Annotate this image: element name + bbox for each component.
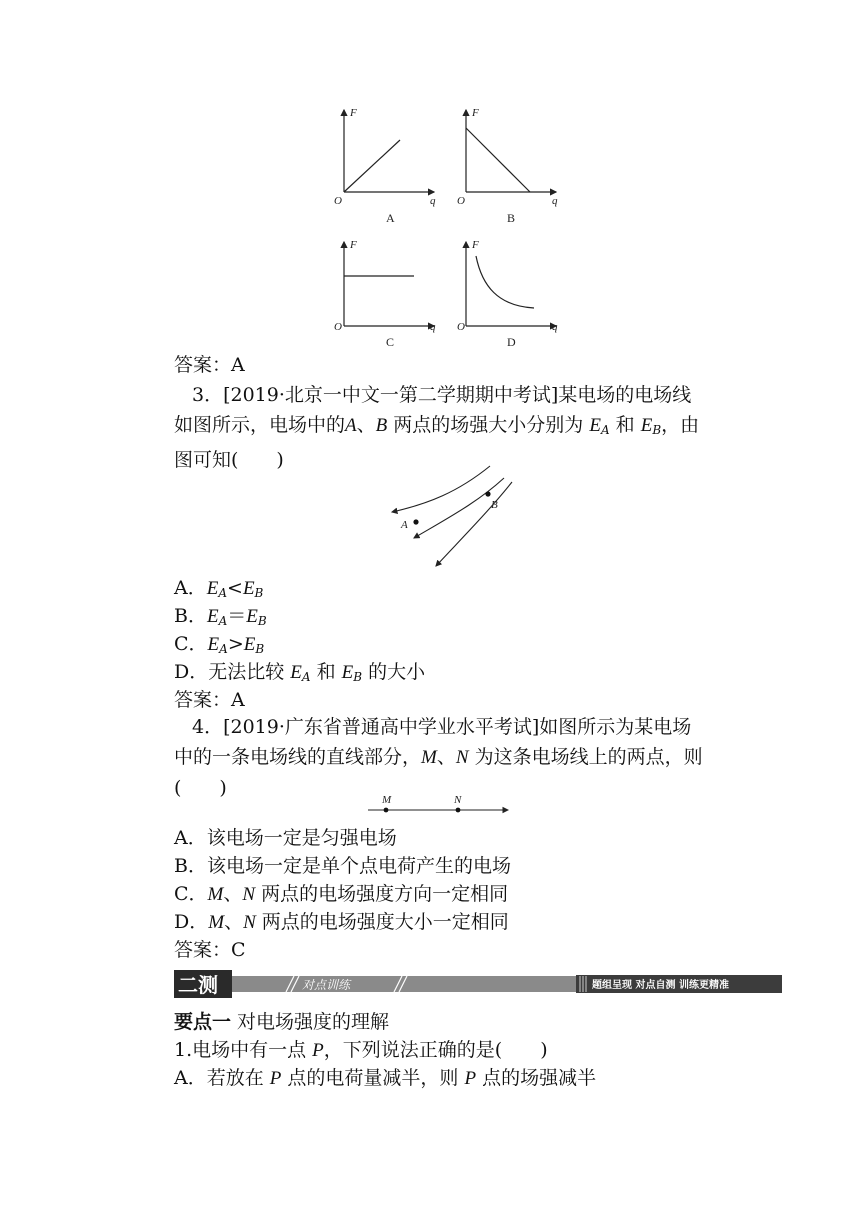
axis-q-label: q [430, 195, 436, 207]
q4-option-b: B．该电场一定是单个点电荷产生的电场 [174, 855, 511, 877]
origin-label: O [457, 195, 465, 207]
origin-label: O [334, 195, 342, 207]
q3-option-b: B．$E_A=E_B$ [174, 605, 267, 628]
banner-tags: 题组呈现 对点自测 训练更精准 [592, 980, 729, 991]
graph-caption: C [386, 335, 395, 349]
force-charge-graphs-figure [330, 100, 570, 352]
axis-q-label: q [552, 195, 558, 207]
q4-line2: 中的一条电场线的直线部分，M、N 为这条电场线上的两点，则 [174, 746, 703, 768]
q3-line3: 图可知( ) [174, 449, 284, 471]
graph-c [334, 239, 436, 349]
axis-q-label: q [552, 321, 558, 333]
graph-caption: D [507, 335, 516, 349]
graph-caption: A [386, 211, 395, 225]
graph-d [457, 239, 558, 349]
q3-option-a: A．$E_A<E_B$ [174, 577, 264, 600]
graph-a [334, 107, 436, 225]
q4-option-a: A．该电场一定是匀强电场 [174, 827, 397, 849]
q4-line3: ( ) [174, 777, 227, 799]
banner-subtitle: 对点训练 [302, 978, 351, 992]
origin-label: O [334, 321, 342, 333]
straight-field-line-figure [364, 792, 514, 820]
q2-answer: 答案：A [174, 354, 245, 376]
q3-line2: 如图所示，电场中的A、B 两点的场强大小分别为 $E_A$ 和 $E_B$，由 [174, 414, 700, 437]
q3-answer: 答案：A [174, 689, 245, 711]
axis-q-label: q [430, 321, 436, 333]
graph-caption: B [507, 211, 516, 225]
origin-label: O [457, 321, 465, 333]
axis-f-label: F [350, 107, 357, 119]
section-q1: 1.电场中有一点 P，下列说法正确的是( ) [174, 1039, 548, 1061]
point-b-label: B [491, 499, 498, 511]
point-a-label: A [401, 519, 408, 531]
q4-option-c: C．M、N 两点的电场强度方向一定相同 [174, 883, 509, 905]
q4-answer: 答案：C [174, 939, 246, 961]
axis-f-label: F [472, 107, 479, 119]
axis-f-label: F [350, 239, 357, 251]
section-heading: 要点一 对电场强度的理解 [174, 1011, 390, 1033]
axis-f-label: F [472, 239, 479, 251]
q3-line1: 3．[2019·北京一中文一第二学期期中考试]某电场的电场线 [192, 384, 692, 406]
q3-stem [174, 380, 738, 475]
point-n-label: N [454, 794, 462, 806]
banner-title: 二测 [178, 973, 218, 997]
q3-option-d: D．无法比较 $E_A$ 和 $E_B$ 的大小 [174, 661, 426, 684]
q4-option-d: D．M、N 两点的电场强度大小一定相同 [174, 911, 509, 933]
electric-field-lines-figure [388, 462, 518, 574]
q4-stem [174, 712, 738, 803]
q3-option-c: C．$E_A>E_B$ [174, 633, 265, 656]
graph-b [457, 107, 558, 225]
section-q1-option-a: A．若放在 P 点的电荷量减半，则 P 点的场强减半 [174, 1067, 597, 1089]
point-m-label: M [382, 794, 392, 806]
q4-line1: 4．[2019·广东省普通高中学业水平考试]如图所示为某电场 [192, 716, 692, 738]
section-banner [174, 970, 782, 998]
